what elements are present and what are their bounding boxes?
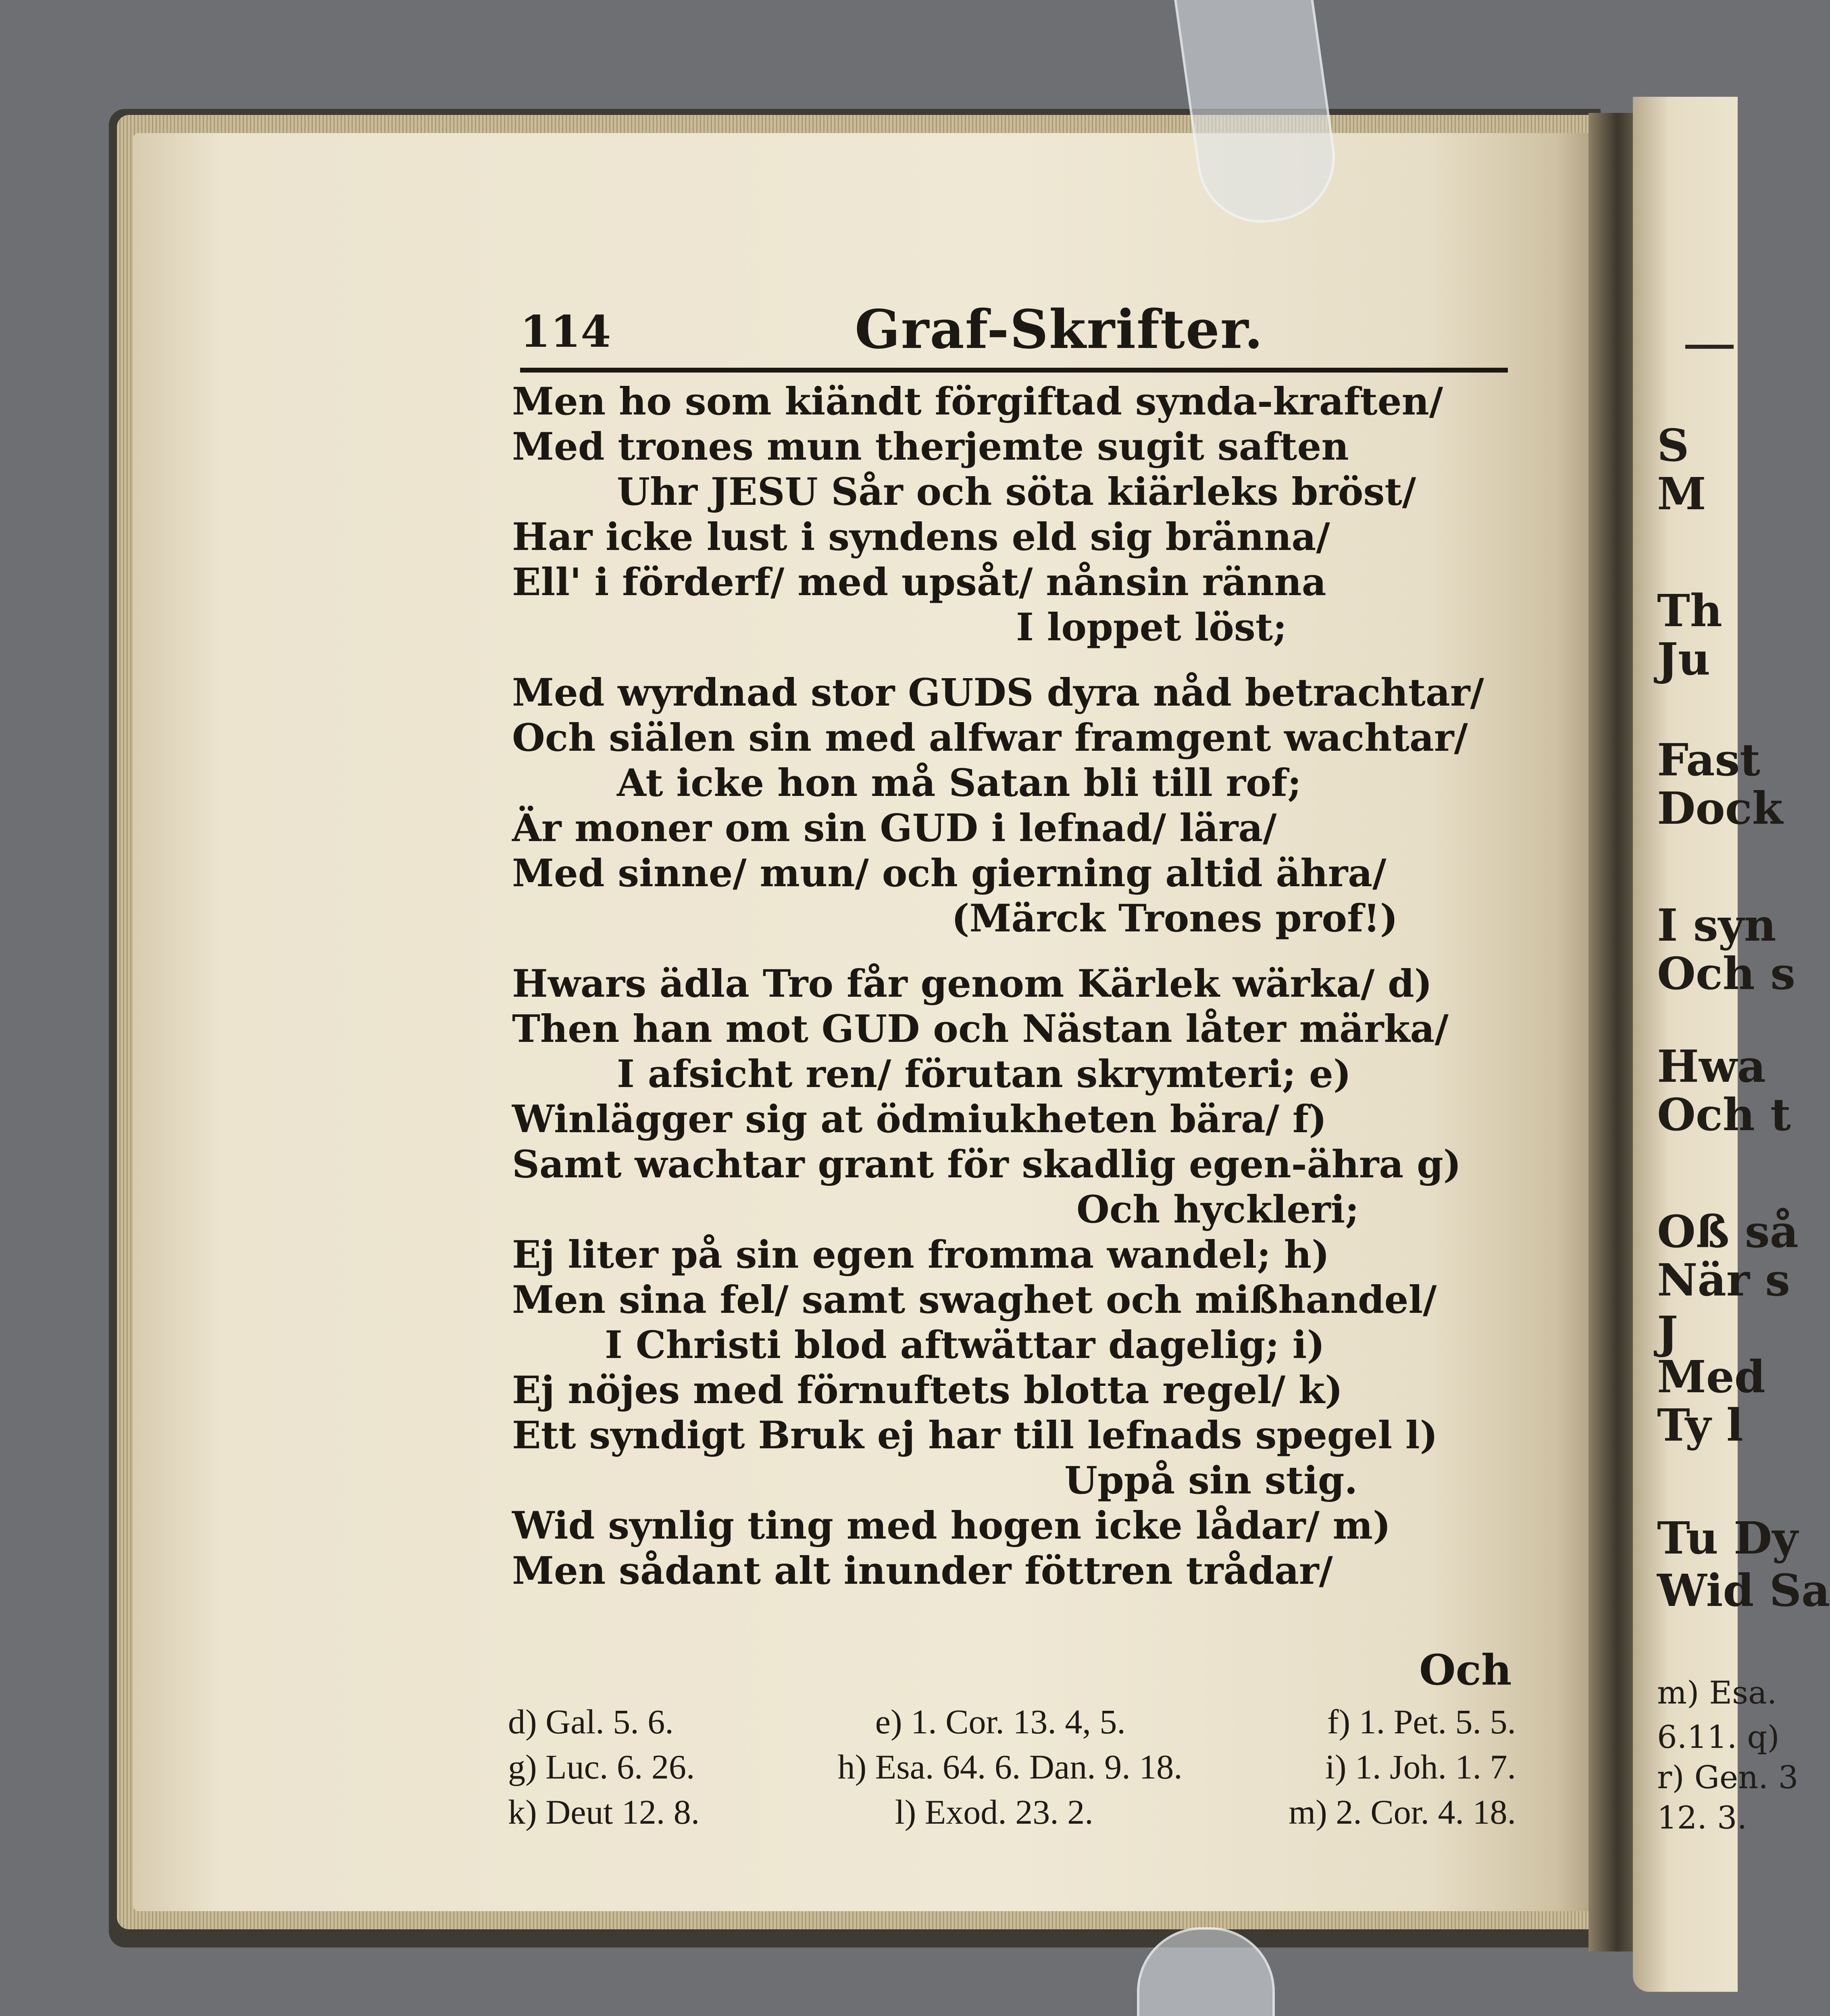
verse-line: Then han mot GUD och Nästan låter märka/ [512,1007,1449,1051]
facing-footnote: r) Gen. 3 [1657,1760,1799,1796]
facing-line: Och t [1657,1089,1791,1141]
footnotes [508,1702,1516,1837]
verse-line: Men ho som kiändt förgiftad synda-kraften/ [512,379,1443,424]
facing-line: I syn [1657,899,1776,951]
facing-line: J [1657,1306,1678,1358]
footnote: h) Esa. 64. 6. Dan. 9. 18. [837,1747,1183,1786]
verse-line: Wid synlig ting med hogen icke lådar/ m) [512,1504,1391,1548]
verse-line: Ett syndigt Bruk ej har till lefnads spegel l) [512,1413,1438,1458]
verse-line: Uppå sin stig. [1064,1458,1358,1503]
page-header [520,298,1508,359]
footnote: k) Deut 12. 8. [508,1793,700,1831]
stanza [512,961,1528,1593]
verse-line: Och hyckleri; [1076,1187,1359,1232]
facing-line: Och s [1657,948,1795,1000]
footnote: i) 1. Joh. 1. 7. [1325,1747,1516,1786]
verse-line: Men sina fel/ samt swaghet och mißhandel/ [512,1278,1437,1322]
verse-line: Är moner om sin GUD i lefnad/ lära/ [512,806,1277,850]
verse-line: Ej nöjes med förnuftets blotta regel/ k) [512,1368,1343,1412]
verse-line: I Christi blod aftwättar dagelig; i) [605,1323,1325,1367]
footnote: f) 1. Pet. 5. 5. [1327,1702,1516,1741]
verse-line: Med sinne/ mun/ och gierning altid ähra/ [512,851,1387,896]
running-head: Graf-Skrifter. [855,298,1264,361]
verse-line: Med wyrdnad stor GUDS dyra nåd betrachtar/ [512,671,1484,715]
page-number: 114 [520,306,611,357]
facing-line: Th [1657,585,1722,637]
verse-line: Samt wachtar grant för skadlig egen-ähra g) [512,1142,1462,1187]
verse-line: Hwars ädla Tro får genom Kärlek wärka/ d) [512,962,1432,1006]
facing-line: Wid Sa [1657,1564,1830,1616]
facing-line: Hwa [1657,1040,1766,1092]
verse-line: Ell' i förderf/ med upsåt/ nånsin ränna [512,560,1326,604]
facing-line: När s [1657,1254,1790,1306]
facing-line: Fast [1657,734,1761,786]
facing-line: Med [1657,1351,1765,1403]
footnote: l) Exod. 23. 2. [895,1793,1093,1831]
footnote-row [508,1747,1516,1792]
verse-line: Och siälen sin med alfwar framgent wachtar/ [512,716,1468,760]
verse-line: I afsicht ren/ förutan skrymteri; e) [617,1052,1351,1096]
facing-line: Ty l [1657,1399,1743,1451]
facing-footnote: m) Esa. [1657,1675,1777,1711]
verse-line: (Märck Trones prof!) [951,896,1398,941]
facing-line: Dock [1657,782,1783,834]
facing-line: Oß så [1657,1206,1799,1258]
header-rule [520,368,1508,373]
facing-line: Tu Dy [1657,1512,1798,1564]
catchword: Och [1419,1645,1512,1695]
verse-line: Med trones mun therjemte sugit saften [512,425,1349,469]
facing-line: S [1657,419,1689,471]
verse-line: At icke hon må Satan bli till rof; [617,761,1301,805]
facing-footnote: 12. 3. [1657,1800,1747,1836]
facing-line: Ju [1657,633,1711,685]
footnote-row [508,1702,1516,1747]
verse-body [512,379,1528,1614]
facing-page-rule [1685,345,1734,349]
facing-line: M [1657,468,1706,520]
verse-line: Ej liter på sin egen fromma wandel; h) [512,1233,1330,1277]
verse-line: Har icke lust i syndens eld sig bränna/ [512,515,1330,559]
stanza [512,670,1528,941]
facing-footnote: 6.11. q) [1657,1719,1780,1756]
verse-line: Winlägger sig at ödmiukheten bära/ f) [512,1097,1327,1141]
verse-line: Men sådant alt inunder föttren trådar/ [512,1549,1333,1593]
stanza [512,379,1528,650]
verse-line: Uhr JESU Sår och söta kiärleks bröst/ [617,470,1416,514]
footnote: m) 2. Cor. 4. 18. [1289,1793,1516,1831]
verse-line: I loppet löst; [1016,605,1287,650]
footnote: e) 1. Cor. 13. 4, 5. [875,1702,1126,1741]
footnote-row [508,1792,1516,1837]
footnote: d) Gal. 5. 6. [508,1702,674,1741]
footnote: g) Luc. 6. 26. [508,1747,695,1786]
